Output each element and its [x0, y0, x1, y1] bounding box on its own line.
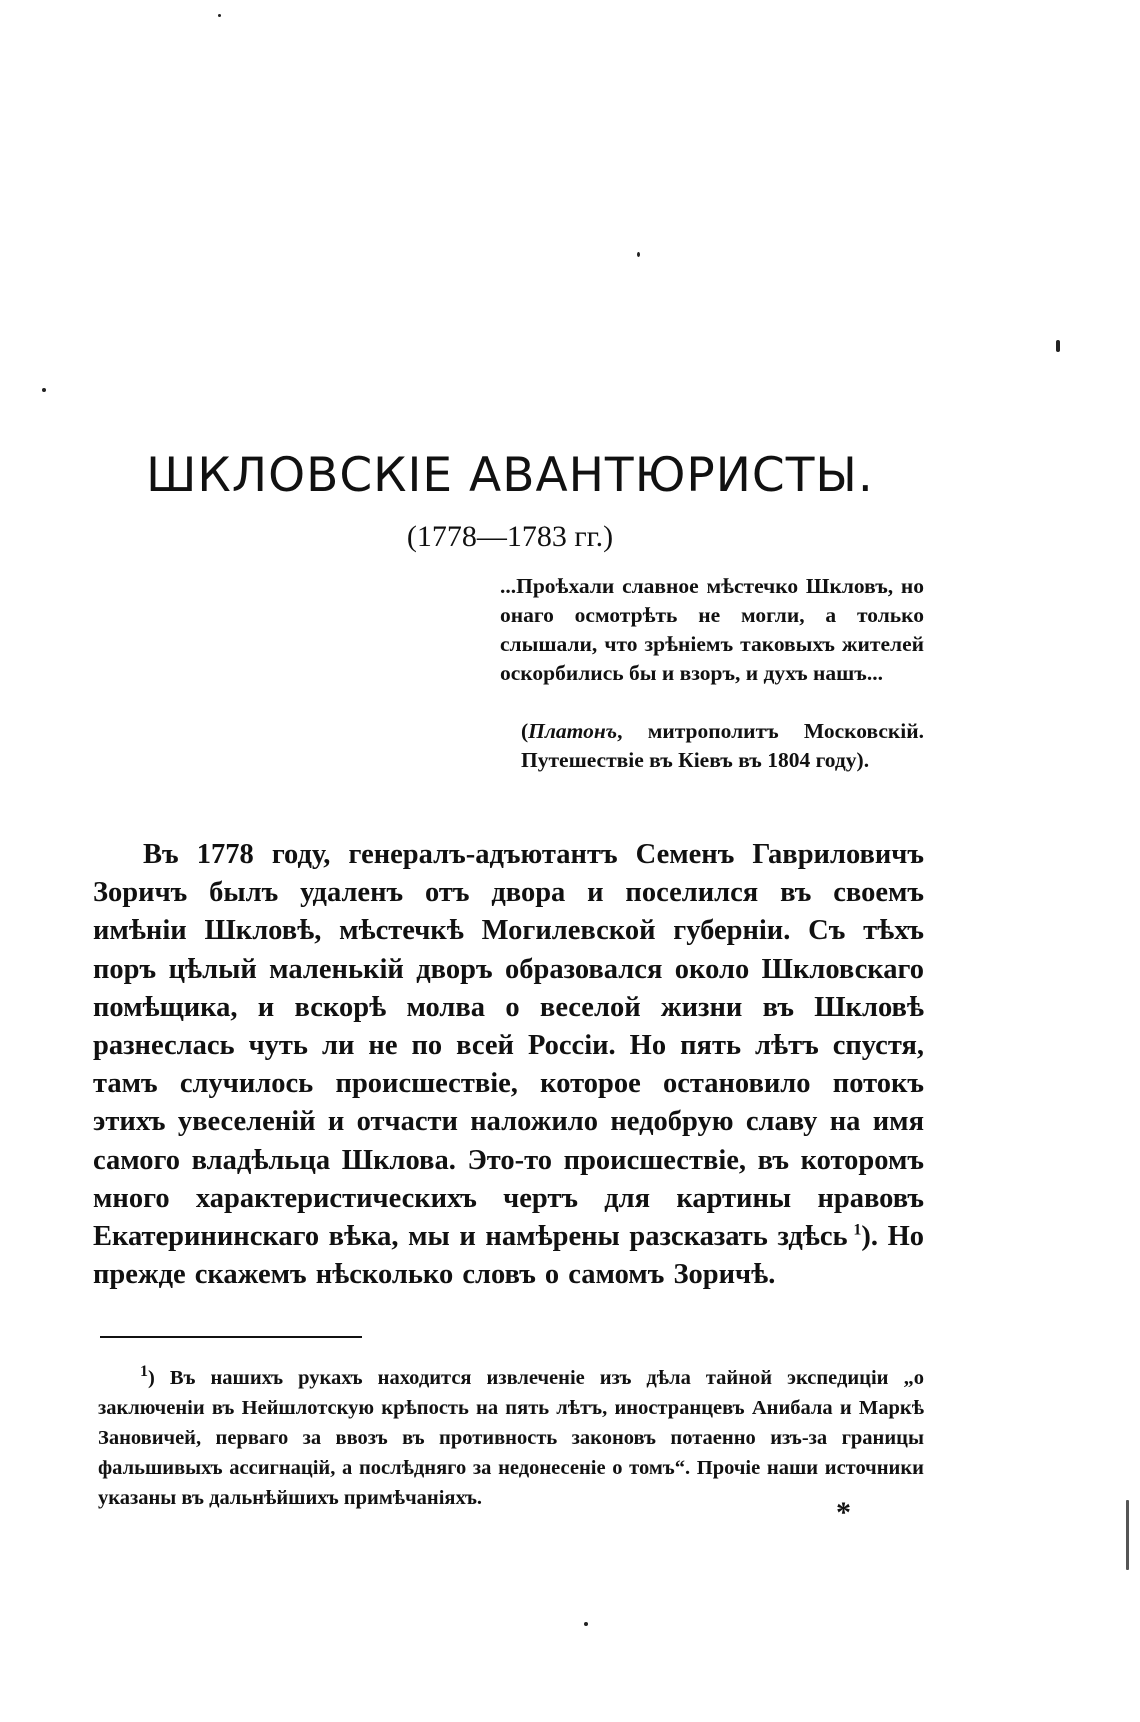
- scan-speck: [218, 14, 221, 17]
- date-range: (1778—1783 гг.): [406, 520, 614, 553]
- footnote-marker: 1: [140, 1363, 148, 1381]
- scan-speck: [637, 252, 640, 257]
- scan-speck: [42, 388, 46, 392]
- main-paragraph: [93, 836, 924, 1294]
- epigraph-source-rest: , митрополитъ Московскій. Путешествіе въ Кіевъ въ 1804 году).: [521, 719, 924, 772]
- epigraph-author: Платонъ: [528, 719, 618, 743]
- scan-speck: [1126, 1500, 1129, 1570]
- epigraph-source: [521, 717, 924, 775]
- epigraph-source-open: (: [521, 719, 529, 743]
- footnote-reference: 1: [853, 1221, 862, 1239]
- scan-speck: [584, 1622, 588, 1626]
- main-paragraph-end: ). Но прежде скажемъ нѣсколько словъ о самомъ Зоричѣ.: [93, 1221, 924, 1291]
- page-title: ШКЛОВСКІЕ АВАНТЮРИСТЫ.: [146, 448, 874, 503]
- footnote: [98, 1363, 924, 1513]
- asterisk-mark: *: [836, 1496, 851, 1529]
- scan-speck: [1056, 340, 1060, 352]
- footnote-divider: [100, 1336, 362, 1338]
- epigraph-quote: ...Проѣхали славное мѣстечко Шкловъ, но онаго осмотрѣть не могли, а только слышали, что зрѣніемъ таковыхъ жителей оскорбились бы и взоръ, и духъ нашъ...: [500, 574, 924, 685]
- main-paragraph-text: Въ 1778 году, генералъ-адъютантъ Семенъ Гавриловичъ Зоричъ былъ удаленъ отъ двора и поселился въ своемъ имѣніи Шкловѣ, мѣстечкѣ Могилевской губерніи. Съ тѣхъ поръ цѣлый маленькій дворъ образовался около Шкловскаго помѣщика, и вскорѣ молва о веселой жизни въ Шкловѣ разнеслась чуть ли не по всей Россіи. Но пять лѣтъ спустя, тамъ случилось происшествіе, которое остановило потокъ этихъ увеселеній и отчасти наложило недобрую славу на имя самого владѣльца Шклова. Это-то происшествіе, въ которомъ много характеристическихъ чертъ для картины нравовъ Екатерининскаго вѣка, мы и намѣрены разсказать здѣсь: [93, 839, 924, 1253]
- footnote-text: ) Въ нашихъ рукахъ находится извлеченіе изъ дѣла тайной экспедиціи „о заключеніи въ Нейшлотскую крѣпость на пять лѣтъ, иностранцевъ Анибала и Маркѣ Зановичей, перваго за ввозъ въ противность законовъ потаенно изъ-за границы фальшивыхъ ассигнацій, а послѣдняго за недонесеніе о томъ“. Прочіе наши источники указаны въ дальнѣйшихъ примѣчаніяхъ.: [98, 1367, 924, 1509]
